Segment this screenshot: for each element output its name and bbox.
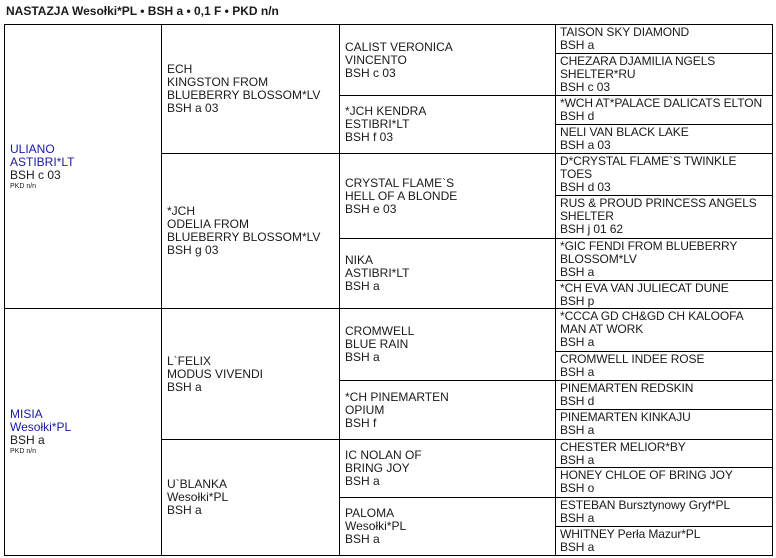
grandparent-3 xyxy=(161,308,340,440)
ggp-3-line: CRYSTAL FLAME`S xyxy=(345,175,455,190)
gggp-3 xyxy=(555,95,773,125)
ggp-8-line: BSH a xyxy=(345,532,380,546)
gggp-12-line: BSH a xyxy=(560,423,595,437)
gggp-9-line: *CCCA GD CH&GD CH KALOOFA xyxy=(560,309,744,323)
dam-name-line2: Wesołki*PL xyxy=(10,420,72,434)
gggp-6 xyxy=(555,195,773,239)
gggp-6-line: BSH j 01 62 xyxy=(560,222,623,236)
grandparent-2 xyxy=(161,153,340,309)
gggp-7-line: *GIC FENDI FROM BLUEBERRY xyxy=(560,239,738,253)
gggp-5 xyxy=(555,153,773,196)
gggp-7 xyxy=(555,238,773,281)
gggp-1-line: TAISON SKY DIAMOND xyxy=(560,25,690,39)
grandparent-2-line: *JCH xyxy=(167,204,196,218)
ggp-2-line: BSH f 03 xyxy=(345,130,394,144)
ggp-6-line: BSH f xyxy=(345,415,377,430)
dam-pkd: PKD n/n xyxy=(10,448,37,455)
ggp-3-line: BSH e 03 xyxy=(345,201,397,216)
sire-breed: BSH c 03 xyxy=(10,167,61,182)
grandparent-3-line: MODUS VIVENDI xyxy=(167,366,264,381)
grandparent-1-line: BSH a 03 xyxy=(167,101,219,115)
parent-dam xyxy=(4,308,162,556)
ggp-1-line: BSH c 03 xyxy=(345,65,396,80)
gggp-10 xyxy=(555,351,773,381)
gggp-14-line: BSH o xyxy=(560,481,595,495)
gggp-11-line: BSH d xyxy=(560,394,595,408)
dam-name-line1: MISIA xyxy=(10,407,43,421)
ggp-8-line: Wesołki*PL xyxy=(345,519,407,533)
sire-name-line1: ULIANO xyxy=(10,141,55,156)
sire-pkd: PKD n/n xyxy=(10,182,37,190)
ggp-1-line: VINCENTO xyxy=(345,52,407,67)
ggp-6-line: OPIUM xyxy=(345,402,385,417)
gggp-5-line: TOES xyxy=(560,167,593,181)
ggp-4-line: ASTIBRI*LT xyxy=(345,266,410,280)
dam-breed: BSH a xyxy=(10,433,45,447)
gggp-5-line: D*CRYSTAL FLAME`S TWINKLE xyxy=(560,154,737,168)
gggp-12-line: PINEMARTEN KINKAJU xyxy=(560,410,691,424)
gggp-3-line: *WCH AT*PALACE DALICATS ELTON xyxy=(560,96,763,110)
gggp-10-line: CROMWELL INDEE ROSE xyxy=(560,352,705,366)
grandparent-2-line: BSH g 03 xyxy=(167,243,219,257)
gggp-13-line: CHESTER MELIOR*BY xyxy=(560,440,686,454)
gggp-7-line: BSH a xyxy=(560,265,595,279)
grandparent-4-line: U`BLANKA xyxy=(167,477,228,491)
gggp-14-line: HONEY CHLOE OF BRING JOY xyxy=(560,468,733,482)
ggp-6-line: *CH PINEMARTEN xyxy=(345,389,449,404)
great-grandparent-5 xyxy=(339,308,556,381)
ggp-2-line: *JCH KENDRA xyxy=(345,104,427,118)
gggp-6-line: SHELTER xyxy=(560,209,614,223)
parent-sire xyxy=(4,24,162,309)
grandparent-1-line: ECH xyxy=(167,62,193,76)
gggp-2 xyxy=(555,53,773,96)
ggp-2-line: ESTIBRI*LT xyxy=(345,117,410,131)
gggp-9-line: BSH a xyxy=(560,335,595,349)
gggp-7-line: BLOSSOM*LV xyxy=(560,252,637,266)
gggp-16-line: BSH a xyxy=(560,540,595,554)
gggp-10-line: BSH a xyxy=(560,365,595,379)
ggp-4-line: BSH a xyxy=(345,279,380,293)
gggp-5-line: BSH d 03 xyxy=(560,180,611,194)
gggp-11 xyxy=(555,380,773,410)
gggp-4-line: NELI VAN BLACK LAKE xyxy=(560,125,689,139)
gggp-4 xyxy=(555,124,773,154)
great-grandparent-6 xyxy=(339,380,556,440)
great-grandparent-7 xyxy=(339,439,556,498)
gggp-13-line: BSH a xyxy=(560,453,595,467)
ggp-5-line: BLUE RAIN xyxy=(345,337,409,351)
ggp-8-line: PALOMA xyxy=(345,506,395,520)
gggp-1-line: BSH a xyxy=(560,38,595,52)
ggp-3-line: HELL OF A BLONDE xyxy=(345,188,458,203)
sire-name-line2: ASTIBRI*LT xyxy=(10,154,75,169)
gggp-2-line: CHEZARA DJAMILIA NGELS xyxy=(560,54,716,68)
great-grandparent-3 xyxy=(339,153,556,239)
grandparent-1-line: KINGSTON FROM xyxy=(167,75,269,89)
gggp-2-line: SHELTER*RU xyxy=(560,67,636,81)
grandparent-4-line: Wesołki*PL xyxy=(167,490,229,504)
grandparent-2-line: BLUEBERRY BLOSSOM*LV xyxy=(167,230,321,244)
gggp-12 xyxy=(555,409,773,440)
grandparent-4-line: BSH a xyxy=(167,503,202,517)
gggp-6-line: RUS & PROUD PRINCESS ANGELS xyxy=(560,196,757,210)
grandparent-4 xyxy=(161,439,340,556)
gggp-16 xyxy=(555,526,773,556)
grandparent-1 xyxy=(161,24,340,154)
ggp-5-line: CROMWELL xyxy=(345,324,415,338)
great-grandparent-2 xyxy=(339,95,556,154)
gggp-8-line: BSH p xyxy=(560,294,595,308)
gggp-15 xyxy=(555,497,773,527)
gggp-16-line: WHITNEY Perła Mazur*PL xyxy=(560,527,701,541)
ggp-7-line: IC NOLAN OF xyxy=(345,448,422,462)
gggp-15-line: ESTEBAN Bursztynowy Gryf*PL xyxy=(560,498,731,512)
pedigree-title: NASTAZJA Wesołki*PL • BSH a • 0,1 F • PKD n/n xyxy=(6,4,279,18)
ggp-7-line: BSH a xyxy=(345,474,380,488)
gggp-2-line: BSH c 03 xyxy=(560,80,610,94)
gggp-14 xyxy=(555,467,773,498)
grandparent-3-line: BSH a xyxy=(167,379,202,394)
ggp-4-line: NIKA xyxy=(345,253,374,267)
ggp-5-line: BSH a xyxy=(345,350,380,364)
gggp-13 xyxy=(555,439,773,468)
gggp-1 xyxy=(555,24,773,54)
grandparent-2-line: ODELIA FROM xyxy=(167,217,250,231)
grandparent-1-line: BLUEBERRY BLOSSOM*LV xyxy=(167,88,321,102)
gggp-15-line: BSH a xyxy=(560,511,595,525)
gggp-8 xyxy=(555,280,773,309)
great-grandparent-4 xyxy=(339,238,556,309)
gggp-9 xyxy=(555,308,773,352)
gggp-3-line: BSH d xyxy=(560,109,595,123)
great-grandparent-1 xyxy=(339,24,556,96)
grandparent-3-line: L`FELIX xyxy=(167,353,212,368)
gggp-8-line: *CH EVA VAN JULIECAT DUNE xyxy=(560,281,729,295)
ggp-1-line: CALIST VERONICA xyxy=(345,39,453,54)
gggp-4-line: BSH a 03 xyxy=(560,138,611,152)
gggp-11-line: PINEMARTEN REDSKIN xyxy=(560,381,694,395)
ggp-7-line: BRING JOY xyxy=(345,461,410,475)
great-grandparent-8 xyxy=(339,497,556,556)
gggp-9-line: MAN AT WORK xyxy=(560,322,644,336)
